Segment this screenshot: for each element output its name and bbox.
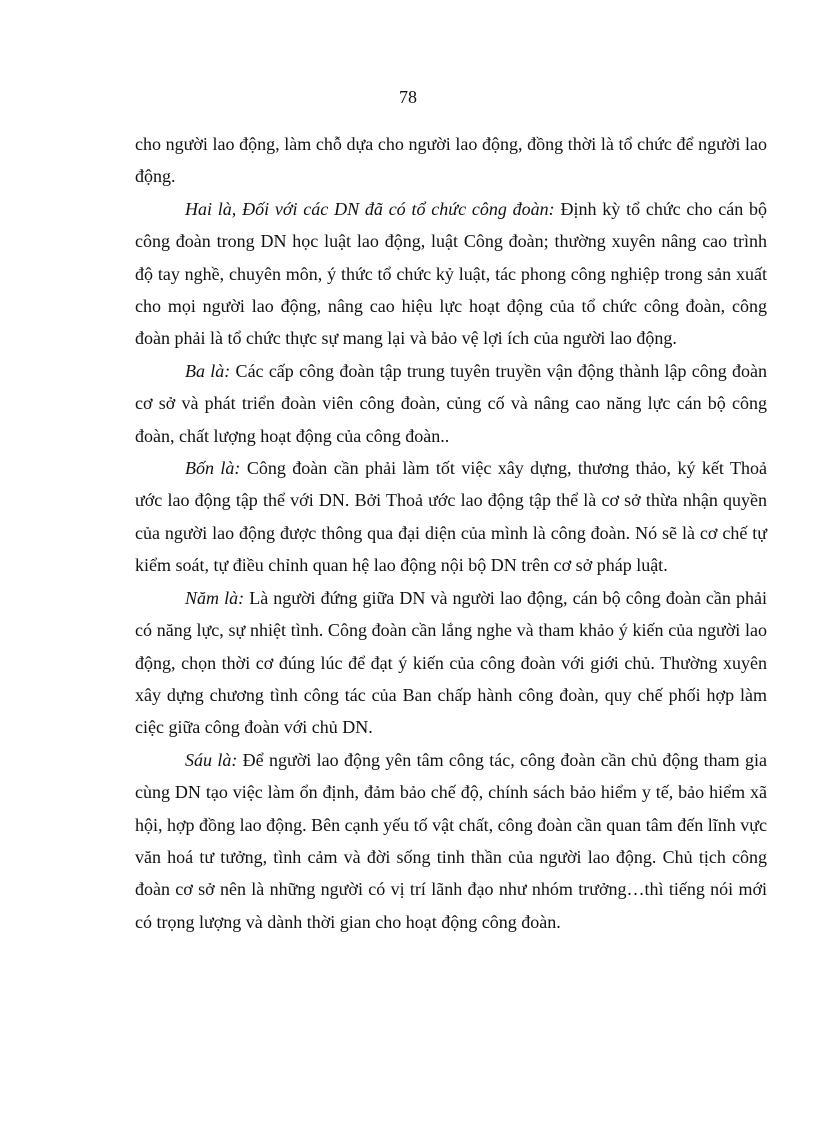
paragraph-text: Công đoàn cần phải làm tốt việc xây dựng, thương thảo, ký kết Thoả ước lao động tập thể với DN. Bởi Thoả ước lao động tập thể là cơ sở thừa nhận quyền của người lao động được thông qua đại diện của mình là công đoàn. Nó sẽ là cơ chế tự kiểm soát, tự điều chỉnh quan hệ lao động nội bộ DN trên cơ sở pháp luật. [135, 458, 767, 576]
paragraph-text: Là người đứng giữa DN và người lao động, cán bộ công đoàn cần phải có năng lực, sự nhiệt tình. Công đoàn cần lắng nghe và tham khảo ý kiến của người lao động, chọn thời cơ đúng lúc để đạt ý kiến của công đoàn với giới chủ. Thường xuyên xây dựng chương tình công tác của Ban chấp hành công đoàn, quy chế phối hợp làm ciệc giữa công đoàn với chủ DN. [135, 587, 767, 738]
paragraph-text: Các cấp công đoàn tập trung tuyên truyền vận động thành lập công đoàn cơ sở và phát triển đoàn viên công đoàn, củng cố và nâng cao năng lực cán bộ công đoàn, chất lượng hoạt động của công đoàn.. [135, 360, 767, 446]
paragraph-text: Định kỳ tổ chức cho cán bộ công đoàn trong DN học luật lao động, luật Công đoàn; thường xuyên nâng cao trình độ tay nghề, chuyên môn, ý thức tổ chức kỷ luật, tác phong công nghiệp trong sản xuất cho mọi người lao động, nâng cao hiệu lực hoạt động của tổ chức công đoàn, công đoàn phải là tổ chức thực sự mang lại và bảo vệ lợi ích của người lao động. [135, 198, 768, 349]
paragraph-lead: Bốn là: [185, 458, 241, 479]
paragraph-sau-la [135, 744, 767, 938]
paragraph-hai-la [135, 193, 767, 355]
paragraph-bon-la [135, 452, 767, 582]
paragraph-lead: Hai là, Đối với các DN đã có tổ chức công đoàn: [185, 198, 555, 219]
document-body [135, 128, 767, 938]
paragraph-lead: Ba là: [185, 360, 231, 381]
paragraph-text: cho người lao động, làm chỗ dựa cho người lao động, đồng thời là tổ chức để người lao động. [135, 134, 767, 187]
paragraph-continuation [135, 128, 767, 193]
paragraph-lead: Sáu là: [185, 749, 238, 770]
page-number: 78 [399, 87, 417, 107]
paragraph-ba-la [135, 355, 767, 452]
paragraph-lead: Năm là: [185, 587, 245, 608]
paragraph-text: Để người lao động yên tâm công tác, công đoàn cần chủ động tham gia cùng DN tạo việc làm ổn định, đảm bảo chế độ, chính sách bảo hiểm y tế, bảo hiểm xã hội, hợp đồng lao động. Bên cạnh yếu tố vật chất, công đoàn cần quan tâm đến lĩnh vực văn hoá tư tưởng, tình cảm và đời sống tinh thần của người lao động. Chủ tịch công đoàn cơ sở nên là những người có vị trí lãnh đạo như nhóm trưởng…thì tiếng nói mới có trọng lượng và dành thời gian cho hoạt động công đoàn. [135, 749, 767, 932]
paragraph-nam-la [135, 582, 767, 744]
